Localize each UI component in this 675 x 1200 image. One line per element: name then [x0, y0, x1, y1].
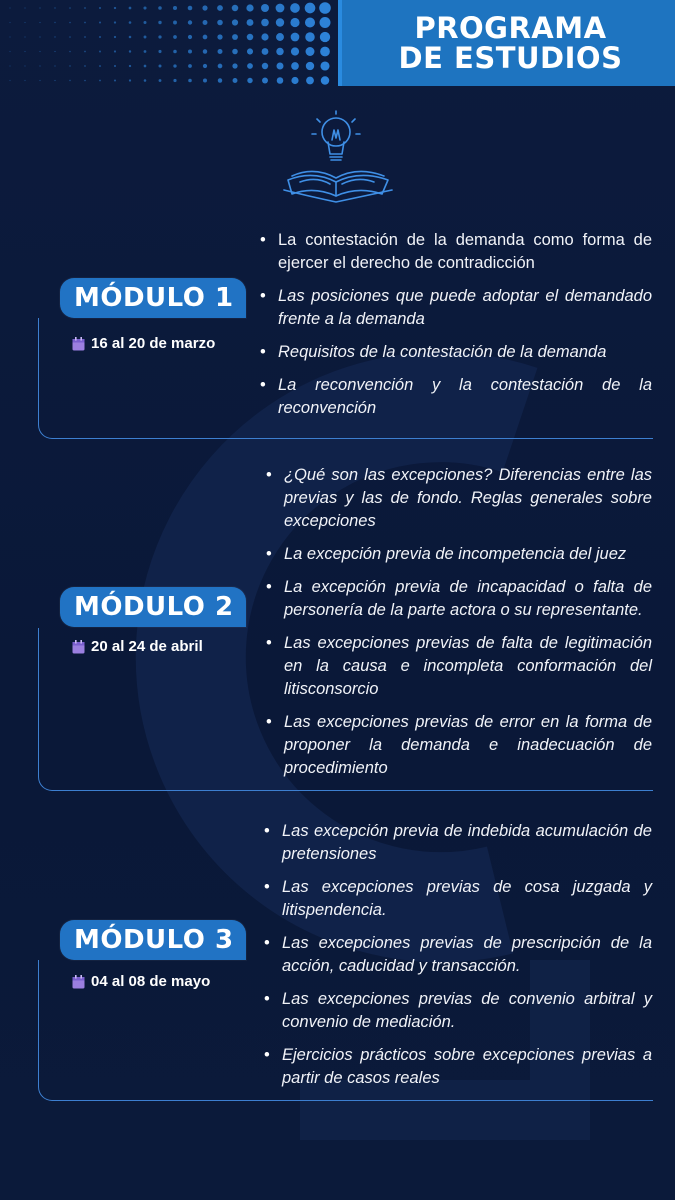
calendar-icon — [72, 975, 85, 989]
list-item: • La reconvención y la contestación de la reconvención — [260, 374, 652, 420]
list-item: • Ejercicios prácticos sobre excepciones previas a partir de casos reales — [264, 1044, 652, 1090]
list-item: • Las excepciones previas de falta de legitimación en la causa e incompleta conformación del litisconsorcio — [266, 632, 652, 701]
title-line-2: DE ESTUDIOS — [398, 41, 623, 75]
module-3-label: MÓDULO 3 — [74, 925, 234, 955]
title-banner — [338, 0, 675, 86]
module-1-label: MÓDULO 1 — [74, 283, 234, 313]
module-3-date-text: 04 al 08 de mayo — [91, 973, 211, 990]
list-item: • Requisitos de la contestación de la demanda — [260, 341, 652, 364]
list-item: • La excepción previa de incompetencia del juez — [266, 543, 652, 566]
list-item: • La excepción previa de incapacidad o falta de personería de la parte actora o su representante. — [266, 576, 652, 622]
dot-pattern — [0, 0, 340, 90]
title-line-1: PROGRAMA — [414, 11, 607, 45]
module-1-badge — [60, 278, 246, 318]
list-item: • Las posiciones que puede adoptar el demandado frente a la demanda — [260, 285, 652, 331]
list-item: • La contestación de la demanda como forma de ejercer el derecho de contradicción — [260, 229, 652, 275]
module-3-topics — [264, 820, 652, 1100]
lightbulb-book-icon — [278, 110, 398, 206]
list-item: • Las excepciones previas de prescripción de la acción, caducidad y transacción. — [264, 932, 652, 978]
list-item: • Las excepciones previas de error en la forma de proponer la demanda e inadecuación de procedimiento — [266, 711, 652, 780]
module-1-topics — [260, 229, 652, 430]
module-2-topics — [266, 464, 652, 790]
module-2-label: MÓDULO 2 — [74, 592, 234, 622]
module-2-date — [72, 638, 203, 655]
module-3-badge — [60, 920, 246, 960]
list-item: • Las excepciones previas de cosa juzgada y litispendencia. — [264, 876, 652, 922]
list-item: • ¿Qué son las excepciones? Diferencias entre las previas y las de fondo. Reglas generales sobre excepciones — [266, 464, 652, 533]
module-3-date — [72, 973, 210, 990]
module-1-date-text: 16 al 20 de marzo — [91, 335, 216, 352]
list-item: • Las excepciones previas de convenio arbitral y convenio de mediación. — [264, 988, 652, 1034]
calendar-icon — [72, 640, 85, 654]
module-2-date-text: 20 al 24 de abril — [91, 638, 203, 655]
module-1-date — [72, 335, 215, 352]
calendar-icon — [72, 337, 85, 351]
list-item: • Las excepción previa de indebida acumulación de pretensiones — [264, 820, 652, 866]
module-2-badge — [60, 587, 246, 627]
